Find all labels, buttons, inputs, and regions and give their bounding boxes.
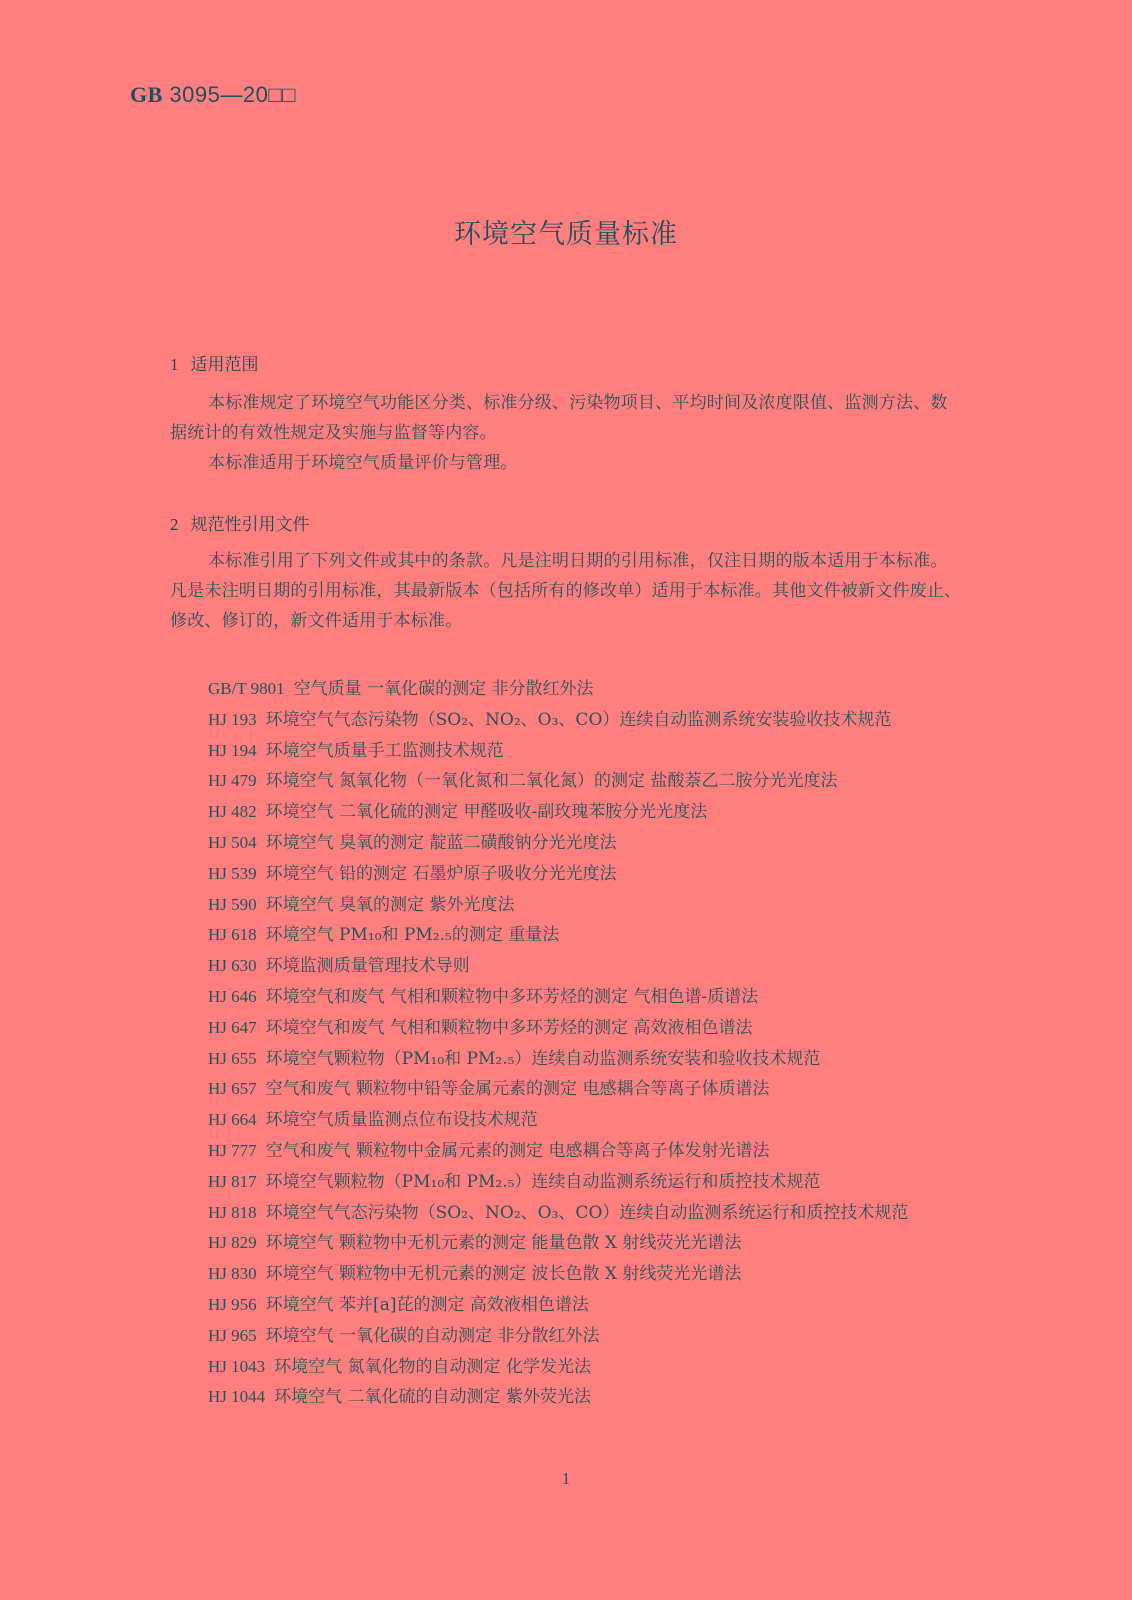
reference-code: HJ 655 xyxy=(208,1048,257,1068)
reference-title: 空气和废气 颗粒物中金属元素的测定 电感耦合等离子体发射光谱法 xyxy=(265,1140,770,1161)
reference-code: HJ 777 xyxy=(208,1140,257,1160)
section-title: 适用范围 xyxy=(190,355,259,375)
reference-title: 环境空气 PM₁₀和 PM₂.₅的测定 重量法 xyxy=(265,925,560,946)
reference-code: HJ 539 xyxy=(208,863,257,883)
reference-item xyxy=(170,890,970,921)
reference-item xyxy=(170,951,970,982)
section-number: 1 xyxy=(170,355,179,374)
reference-title: 环境空气颗粒物（PM₁₀和 PM₂.₅）连续自动监测系统安装和验收技术规范 xyxy=(265,1048,821,1069)
standard-prefix: GB xyxy=(130,82,163,107)
reference-title: 环境空气质量手工监测技术规范 xyxy=(265,740,504,761)
reference-title: 环境监测质量管理技术导则 xyxy=(265,956,470,977)
reference-item xyxy=(170,1167,970,1198)
reference-title: 环境空气 氮氧化物的自动测定 化学发光法 xyxy=(274,1356,591,1377)
reference-code: HJ 965 xyxy=(208,1325,257,1345)
reference-code: HJ 664 xyxy=(208,1110,257,1130)
reference-item xyxy=(170,1290,970,1321)
reference-code: HJ 618 xyxy=(208,925,257,945)
reference-title: 环境空气 二氧化硫的自动测定 紫外荧光法 xyxy=(274,1387,591,1408)
reference-title: 环境空气质量监测点位布设技术规范 xyxy=(265,1110,538,1131)
reference-item xyxy=(170,1352,970,1383)
reference-title: 空气质量 一氧化碳的测定 非分散红外法 xyxy=(293,679,594,699)
reference-title: 环境空气 苯并[a]芘的测定 高效液相色谱法 xyxy=(265,1294,589,1315)
reference-item xyxy=(170,1198,962,1229)
reference-title: 环境空气 铅的测定 石墨炉原子吸收分光光度法 xyxy=(265,863,617,884)
reference-item xyxy=(170,736,970,767)
reference-title: 环境空气 臭氧的测定 靛蓝二磺酸钠分光光度法 xyxy=(265,832,617,853)
reference-code: HJ 194 xyxy=(208,740,257,760)
reference-code: GB/T 9801 xyxy=(208,679,285,698)
reference-item xyxy=(170,1321,970,1352)
reference-code: HJ 956 xyxy=(208,1294,257,1314)
section-title: 规范性引用文件 xyxy=(190,515,310,535)
reference-item xyxy=(170,1044,970,1075)
reference-title: 环境空气和废气 气相和颗粒物中多环芳烃的测定 高效液相色谱法 xyxy=(265,1017,753,1038)
reference-title: 环境空气气态污染物（SO₂、NO₂、O₃、CO）连续自动监测系统运行和质控技术规范 xyxy=(265,1202,909,1223)
reference-code: HJ 479 xyxy=(208,771,257,791)
reference-code: HJ 630 xyxy=(208,956,257,976)
reference-item xyxy=(170,1105,970,1136)
reference-code: HJ 482 xyxy=(208,802,257,822)
reference-title: 环境空气 颗粒物中无机元素的测定 能量色散 X 射线荧光光谱法 xyxy=(265,1233,742,1254)
reference-code: HJ 830 xyxy=(208,1264,257,1284)
reference-item xyxy=(170,1074,970,1105)
scope-paragraph-2: 本标准适用于环境空气质量评价与管理。 xyxy=(208,453,518,473)
references-intro-paragraph: 本标准引用了下列文件或其中的条款。凡是注明日期的引用标准，仅注日期的版本适用于本标准。凡是未注明日期的引用标准，其最新版本（包括所有的修改单）适用于本标准。其他文件被新文件废止、修改、修订的，新文件适用于本标准。 xyxy=(170,551,962,631)
reference-item xyxy=(170,1136,970,1167)
standard-number: 3095—20□□ xyxy=(169,82,296,107)
section-heading-scope xyxy=(170,350,259,375)
reference-code: HJ 646 xyxy=(208,986,257,1006)
reference-code: HJ 1044 xyxy=(208,1387,266,1407)
reference-title: 环境空气 一氧化碳的自动测定 非分散红外法 xyxy=(265,1325,600,1346)
reference-item xyxy=(170,828,970,859)
reference-item xyxy=(170,1259,970,1290)
reference-code: HJ 1043 xyxy=(208,1356,266,1376)
reference-item xyxy=(170,674,970,705)
reference-item xyxy=(170,982,970,1013)
reference-code: HJ 647 xyxy=(208,1017,257,1037)
reference-item xyxy=(170,797,970,828)
reference-title: 空气和废气 颗粒物中铅等金属元素的测定 电感耦合等离子体质谱法 xyxy=(265,1079,770,1100)
reference-title: 环境空气 二氧化硫的测定 甲醛吸收-副玫瑰苯胺分光光度法 xyxy=(265,802,708,823)
reference-title: 环境空气颗粒物（PM₁₀和 PM₂.₅）连续自动监测系统运行和质控技术规范 xyxy=(265,1171,821,1192)
reference-code: HJ 829 xyxy=(208,1233,257,1253)
reference-title: 环境空气和废气 气相和颗粒物中多环芳烃的测定 气相色谱-质谱法 xyxy=(265,986,759,1007)
page-title: 环境空气质量标准 xyxy=(454,219,678,250)
reference-code: HJ 590 xyxy=(208,894,257,914)
reference-item xyxy=(170,705,962,736)
page-number: 1 xyxy=(561,1469,571,1488)
reference-item xyxy=(170,920,970,951)
reference-title: 环境空气气态污染物（SO₂、NO₂、O₃、CO）连续自动监测系统安装验收技术规范 xyxy=(265,709,892,730)
reference-item xyxy=(170,1228,970,1259)
reference-title: 环境空气 臭氧的测定 紫外光度法 xyxy=(265,894,515,915)
reference-code: HJ 817 xyxy=(208,1171,257,1191)
reference-code: HJ 657 xyxy=(208,1079,257,1099)
section-heading-references xyxy=(170,510,310,535)
reference-item xyxy=(170,1013,970,1044)
section-number: 2 xyxy=(170,515,179,534)
reference-item xyxy=(170,766,970,797)
reference-code: HJ 504 xyxy=(208,832,257,852)
reference-list xyxy=(170,674,970,1413)
reference-code: HJ 818 xyxy=(208,1202,257,1222)
reference-title: 环境空气 氮氧化物（一氧化氮和二氧化氮）的测定 盐酸萘乙二胺分光光度法 xyxy=(265,771,838,792)
reference-title: 环境空气 颗粒物中无机元素的测定 波长色散 X 射线荧光光谱法 xyxy=(265,1264,742,1285)
reference-code: HJ 193 xyxy=(208,709,257,729)
reference-item xyxy=(170,859,970,890)
scope-paragraph-1: 本标准规定了环境空气功能区分类、标准分级、污染物项目、平均时间及浓度限值、监测方法、数据统计的有效性规定及实施与监督等内容。 xyxy=(170,393,948,443)
reference-item xyxy=(170,1382,970,1413)
document-code-header xyxy=(130,82,296,108)
